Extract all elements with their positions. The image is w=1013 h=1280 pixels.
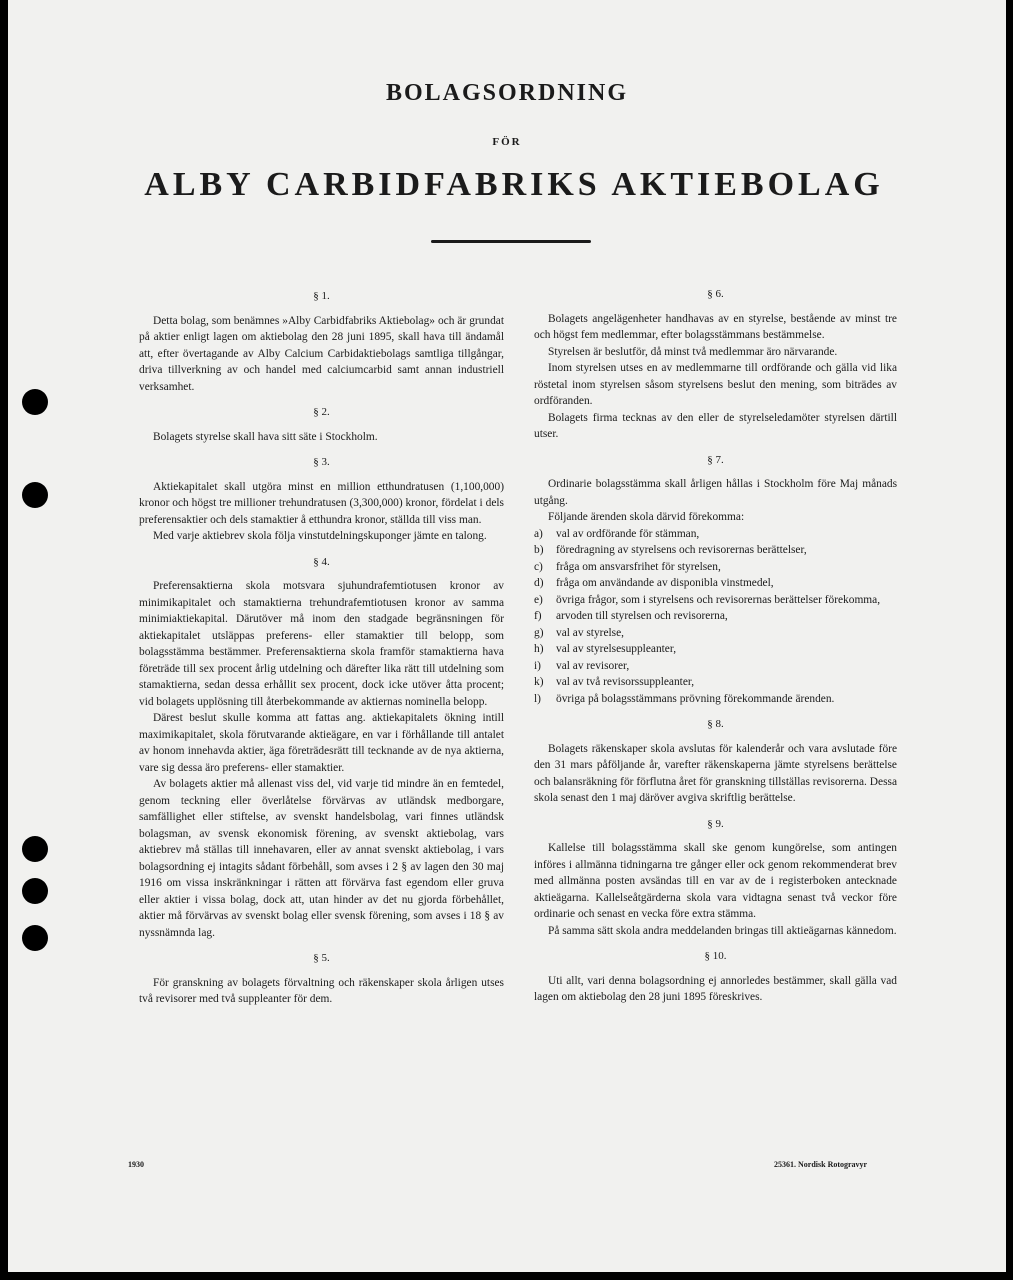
list-text: val av revisorer,	[556, 659, 630, 672]
list-item	[534, 608, 897, 625]
paragraph: Inom styrelsen utses en av medlemmarne till ordförande och gälla vid lika röstetal inom styrelsen såsom styrelsens beslut den mening, som biträdes av ordföranden.	[534, 362, 897, 407]
paragraph: Följande ärenden skola därvid förekomma:	[548, 511, 745, 523]
list-letter: b)	[534, 544, 544, 556]
list-item	[534, 592, 897, 609]
list-item	[534, 691, 897, 708]
paragraph: Detta bolag, som benämnes »Alby Carbidfabriks Aktiebolag» och är grundat på aktier enligt lagen om aktiebolag den 28 juni 1895, skall hava till ändamål att, efter övertagande av Alby Calcium Carbidaktiebolags samtliga tillgångar, driva tillverkning av och handel med calciumcarbid samt annan industriell verksamhet.	[139, 314, 504, 393]
list-item	[534, 575, 897, 592]
title-divider	[431, 240, 591, 243]
paragraph: Bolagets räkenskaper skola avslutas för kalenderår och vara avslutade före den 31 mars påföljande år, varefter räkenskaperna jämte styrelsens berättelse och balansräkning för förflutna året för granskning tillställas revisorerna. Dessa skola senast den 1 maj däröver avgiva skriftlig berättelse.	[534, 742, 897, 804]
list-text: val av ordförande för stämman,	[556, 527, 700, 540]
list-item	[534, 542, 897, 559]
paragraph: Bolagets angelägenheter handhavas av en styrelse, bestående av minst tre och högst fem medlemmar, efter bolagsstämmans bestämmelse.	[534, 312, 897, 341]
list-text: arvoden till styrelsen och revisorerna,	[556, 610, 728, 622]
list-item	[534, 641, 897, 658]
list-text: övriga frågor, som i styrelsens och revisorernas berättelser förekomma,	[556, 593, 881, 606]
paragraph: Därest beslut skulle komma att fattas ang. aktiekapitalets ökning intill maximikapitalet, skola förutvarande aktieägare, en var i förhållande till antalet av honom innehavda aktier, äga företrädesrätt till tecknande av de nya aktierna, vare sig dessa äro preferens- eller stamaktier.	[139, 712, 504, 774]
list-letter: c)	[534, 560, 543, 573]
list-text: fråga om användande av disponibla vinstmedel,	[556, 577, 774, 589]
paragraph: Aktiekapitalet skall utgöra minst en million etthundratusen (1,100,000) kronor och högst tre millioner trehundratusen (3,300,000) kronor, fördelat i dels preferensaktier och dels stamaktier å etthundra kronor, ställda till viss man.	[139, 480, 504, 526]
list-letter: a)	[534, 527, 543, 540]
list-text: fråga om ansvarsfrihet för styrelsen,	[556, 560, 721, 573]
left-column	[139, 288, 504, 1008]
list-text: föredragning av styrelsens och revisorernas berättelser,	[556, 544, 807, 556]
section-heading: § 7.	[707, 453, 724, 466]
punch-hole	[22, 925, 48, 951]
list-letter: l)	[534, 692, 541, 705]
list-item	[534, 559, 897, 576]
section-heading: § 6.	[707, 288, 724, 300]
list-letter: k)	[534, 676, 544, 688]
punch-hole	[22, 836, 48, 862]
list-letter: f)	[534, 610, 542, 622]
punch-hole	[22, 482, 48, 508]
paragraph: Preferensaktierna skola motsvara sjuhundrafemtiotusen kronor av minimikapitalet och stamaktierna trehundrafemtiotusen kronor av samma minimiaktiekapital. Därutöver må inom den stadgade begränsningen för aktiekapitalet utsläppas preferens- eller stamaktier till belopp, som bolagsstämma bestämmer. Preferensaktierna skola framför stamaktierna hava företräde till sex procent årlig utdelning och därefter lika rätt till utdelning som stamaktierna, sedan dessa erhållit sex procent, dock icke utöver åtta procent; vid bolagets upplösning till återbekommande av aktiernas nominella belopp.	[139, 580, 504, 708]
document-title: BOLAGSORDNING	[385, 80, 629, 106]
list-item	[534, 526, 897, 543]
section-heading: § 1.	[313, 290, 330, 302]
section-heading: § 10.	[704, 950, 727, 962]
list-letter: i)	[534, 659, 541, 672]
document-page	[8, 0, 1006, 1272]
footer-year: 1930	[128, 1160, 144, 1169]
section-heading: § 2.	[313, 406, 330, 418]
list-text: val av två revisorssuppleanter,	[556, 676, 695, 688]
paragraph: Av bolagets aktier må allenast viss del, vid varje tid mindre än en femtedel, genom teckning eller överlåtelse förvärvas av utländsk medborgare, samfällighet eller stiftelse, av svenskt handelsbolag, vari finnes utländsk bolagsman, av svensk ekonomisk förening, av svenskt aktiebolag, vars aktiebrev må ställas till innehavaren, eller av annat svenskt aktiebolag, i vars bolagsordning ej intagits sådant förbehåll, som avses i 2 § av lagen den 30 maj 1916 om vissa inskränkningar i rätten att förvärva fast egendom eller gruva eller aktier i vissa bolag, dock att, utan hinder av det nu gjorda förbehållet, aktier må förvärvas av svenskt bolag eller svensk förening, som avses i 18 § av nyssnämnda lag.	[139, 778, 504, 939]
list-letter: e)	[534, 593, 543, 606]
list-item	[534, 658, 897, 675]
right-column	[534, 286, 897, 1006]
list-letter: h)	[534, 643, 544, 655]
punch-hole	[22, 878, 48, 904]
list-text: val av styrelsesuppleanter,	[556, 643, 677, 655]
paragraph: Med varje aktiebrev skola följa vinstutdelningskuponger jämte en talong.	[153, 530, 487, 542]
paragraph: Styrelsen är beslutför, då minst två medlemmar äro närvarande.	[548, 345, 838, 358]
title-preposition: FÖR	[492, 136, 522, 148]
list-item	[534, 625, 897, 642]
company-name: ALBY CARBIDFABRIKS AKTIEBOLAG	[144, 166, 884, 203]
paragraph: För granskning av bolagets förvaltning och räkenskaper skola årligen utses två revisorer med två suppleanter för dem.	[139, 976, 504, 1005]
list-text: val av styrelse,	[556, 626, 625, 639]
footer-printer: 25361. Nordisk Rotogravyr	[774, 1160, 868, 1169]
section-heading: § 9.	[707, 817, 724, 830]
punch-hole	[22, 389, 48, 415]
list-item	[534, 674, 897, 691]
paragraph: På samma sätt skola andra meddelanden bringas till aktieägarnas kännedom.	[548, 924, 897, 937]
list-letter: g)	[534, 626, 544, 639]
paragraph: Ordinarie bolagsstämma skall årligen hållas i Stockholm före Maj månads utgång.	[534, 478, 897, 507]
paragraph: Kallelse till bolagsstämma skall ske genom kungörelse, som antingen införes i allmänna tidningarna tre gånger eller ock genom rekommenderat brev med allmänna posten avsändas till en var av de i registerboken antecknade aktieägarna. Kallelseåtgärderna skola vara vidtagna senast två veckor före ordinarie och senast en vecka före extra stämma.	[534, 842, 897, 920]
list-text: övriga på bolagsstämmans prövning förekommande ärenden.	[556, 692, 835, 705]
section-heading: § 4.	[313, 555, 330, 568]
section-heading: § 8.	[707, 718, 724, 730]
paragraph: Bolagets firma tecknas av den eller de styrelseledamöter styrelsen därtill utser.	[534, 411, 897, 440]
section-heading: § 5.	[313, 952, 330, 964]
paragraph: Uti allt, vari denna bolagsordning ej annorledes bestämmer, skall gälla vad lagen om aktiebolag den 28 juni 1895 föreskrives.	[534, 974, 897, 1003]
agenda-list	[534, 526, 897, 708]
paragraph: Bolagets styrelse skall hava sitt säte i Stockholm.	[153, 430, 378, 443]
list-letter: d)	[534, 577, 544, 589]
section-heading: § 3.	[313, 456, 330, 468]
